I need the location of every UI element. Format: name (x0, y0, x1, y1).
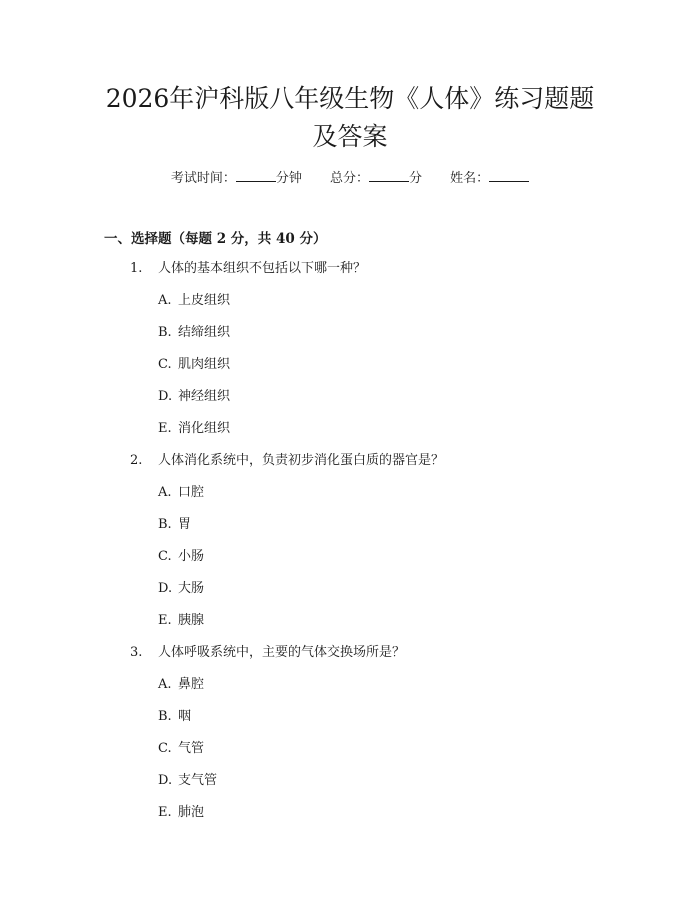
student-name-blank (489, 168, 529, 182)
option-c (0, 546, 700, 578)
option-b (0, 514, 700, 546)
question-stem (0, 642, 700, 674)
option-text: 结缔组织 (178, 325, 231, 340)
option-letter: A. (158, 293, 172, 308)
total-score-field (330, 168, 422, 189)
question-number: 3. (130, 645, 143, 660)
option-letter: C. (158, 549, 172, 564)
document-title (0, 80, 700, 156)
exam-time-label: 考试时间： (170, 171, 236, 186)
option-b (0, 706, 700, 738)
option-letter: C. (158, 357, 172, 372)
option-text: 神经组织 (178, 389, 231, 404)
question-text: 人体的基本组织不包括以下哪一种？ (158, 261, 367, 276)
option-text: 口腔 (178, 485, 205, 500)
option-letter: E. (158, 613, 172, 628)
option-text: 咽 (178, 709, 192, 724)
option-text: 上皮组织 (178, 293, 231, 308)
exam-info (0, 168, 700, 189)
question-text: 人体呼吸系统中，主要的气体交换场所是？ (158, 645, 406, 660)
question-stem (0, 450, 700, 482)
exam-time-field (171, 168, 302, 189)
option-letter: D. (158, 581, 173, 596)
question-text: 人体消化系统中，负责初步消化蛋白质的器官是？ (158, 453, 445, 468)
option-text: 气管 (178, 741, 205, 756)
option-text: 肌肉组织 (178, 357, 231, 372)
option-letter: C. (158, 741, 172, 756)
question-3 (0, 642, 700, 834)
option-letter: D. (158, 773, 173, 788)
option-e (0, 418, 700, 450)
option-text: 肺泡 (178, 805, 205, 820)
option-c (0, 738, 700, 770)
option-text: 胰腺 (178, 613, 205, 628)
question-number: 1. (130, 261, 143, 276)
total-score-blank (369, 168, 409, 182)
student-name-label: 姓名： (450, 171, 490, 186)
document-title-line-2: 及答案 (312, 122, 388, 151)
option-letter: A. (158, 677, 172, 692)
option-a (0, 290, 700, 322)
option-letter: E. (158, 805, 172, 820)
option-b (0, 322, 700, 354)
option-text: 胃 (178, 517, 192, 532)
option-d (0, 770, 700, 802)
question-stem (0, 258, 700, 290)
question-list (0, 258, 700, 834)
option-letter: E. (158, 421, 172, 436)
option-d (0, 578, 700, 610)
option-text: 大肠 (178, 581, 205, 596)
option-letter: D. (158, 389, 173, 404)
option-a (0, 482, 700, 514)
question-1 (0, 258, 700, 450)
exam-time-unit: 分钟 (275, 171, 302, 186)
option-text: 小肠 (178, 549, 205, 564)
option-letter: B. (158, 517, 172, 532)
question-number: 2. (130, 453, 143, 468)
option-a (0, 674, 700, 706)
option-text: 支气管 (178, 773, 218, 788)
exam-time-blank (236, 168, 276, 182)
section-title: 一、选择题（每题 2 分，共 40 分） (104, 231, 327, 247)
question-2 (0, 450, 700, 642)
total-score-label: 总分： (329, 171, 369, 186)
option-letter: B. (158, 325, 172, 340)
total-score-unit: 分 (409, 171, 423, 186)
student-name-field (450, 168, 529, 189)
option-e (0, 802, 700, 834)
option-letter: A. (158, 485, 172, 500)
option-text: 消化组织 (178, 421, 231, 436)
document-title-line-1: 2026年沪科版八年级生物《人体》练习题题 (105, 84, 595, 113)
option-d (0, 386, 700, 418)
option-c (0, 354, 700, 386)
option-letter: B. (158, 709, 172, 724)
option-text: 鼻腔 (178, 677, 205, 692)
option-e (0, 610, 700, 642)
